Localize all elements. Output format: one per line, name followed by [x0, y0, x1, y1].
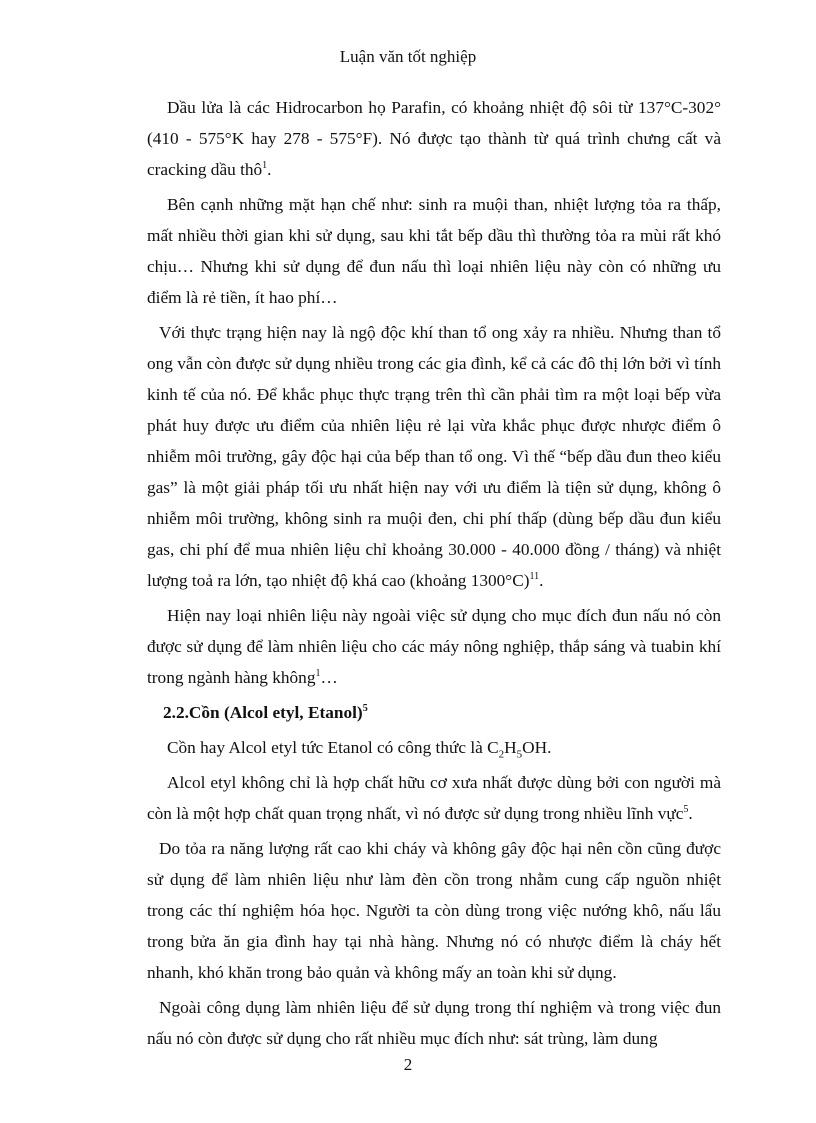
- paragraph-gas-style-stove: [147, 317, 721, 596]
- footnote-ref: 5: [683, 804, 689, 816]
- formula-tail: OH.: [522, 738, 552, 757]
- footnote-ref: 11: [529, 571, 540, 583]
- page-number: 2: [403, 1055, 413, 1074]
- document-body: [147, 92, 721, 1058]
- paragraph-tail: .: [267, 160, 272, 179]
- paragraph-alcohol-other-uses: [147, 992, 721, 1054]
- paragraph-alcohol-fuel: [147, 833, 721, 988]
- section-heading: [163, 697, 721, 728]
- paragraph-text: Do tỏa ra năng lượng rất cao khi cháy và không gây độc hại nên cồn cũng được sử dụng để làm nhiên liệu như làm đèn cồn trong nhằm cung cấp nguồn nhiệt trong các thí nghiệm hóa học. Người ta còn dùng trong việc nướng khô, nấu lẩu trong bửa ăn gia đình hay tại nhà hàng. Nhưng nó có nhược điểm là cháy hết nhanh, khó khăn trong bảo quản và không mấy an toàn khi sử dụng.: [147, 839, 721, 982]
- paragraph-text: Hiện nay loại nhiên liệu này ngoài việc sử dụng cho mục đích đun nấu nó còn được sử dụng để làm nhiên liệu cho các máy nông nghiệp, thắp sáng và tuabin khí trong ngành hàng không: [147, 606, 721, 687]
- heading-text: 2.2.Cồn (Alcol etyl, Etanol): [163, 703, 363, 722]
- formula-text: Cồn hay Alcol etyl tức Etanol có công thức là C: [167, 738, 499, 757]
- paragraph-tail: .: [539, 571, 544, 590]
- formula-mid: H: [504, 738, 517, 757]
- paragraph-kerosene-uses: [147, 600, 721, 693]
- paragraph-tail: …: [320, 668, 338, 687]
- paragraph-text: Ngoài công dụng làm nhiên liệu để sử dụng trong thí nghiệm và trong việc đun nấu nó còn được sử dụng cho rất nhiều mục đích như: sát trùng, làm dung: [147, 998, 721, 1048]
- paragraph-kerosene-definition: [147, 92, 721, 185]
- footnote-ref: 5: [362, 703, 368, 715]
- footnote-ref: 1: [262, 160, 268, 172]
- paragraph-text: Bên cạnh những mặt hạn chế như: sinh ra muội than, nhiệt lượng tỏa ra thấp, mất nhiều thời gian khi sử dụng, sau khi tắt bếp dầu thì thường tỏa ra mùi rất khó chịu… Nhưng khi sử dụng để đun nấu thì loại nhiên liệu này còn có những ưu điểm là rẻ tiền, ít hao phí…: [147, 195, 721, 307]
- formula-subscript: 2: [498, 748, 505, 761]
- page-header: Luận văn tốt nghiệp: [339, 47, 477, 66]
- footnote-ref: 1: [315, 668, 321, 680]
- paragraph-text: Với thực trạng hiện nay là ngộ độc khí than tổ ong xảy ra nhiều. Nhưng than tổ ong vẫn còn được sử dụng nhiều trong các gia đình, kể cả các đô thị lớn bởi vì tính kinh tế của nó. Để khắc phục thực trạng trên thì cần phải tìm ra một loại bếp vừa phát huy được ưu điểm của nhiên liệu rẻ lại vừa khắc phục được nhược điểm ô nhiễm môi trường, gây độc hại của bếp than tổ ong. Vì thế “bếp dầu đun theo kiểu gas” là một giải pháp tối ưu nhất hiện nay với ưu điểm là tiện sử dụng, không ô nhiễm môi trường, không sinh ra muội đen, chi phí thấp (dùng bếp dầu đun kiểu gas, chi phí để mua nhiên liệu chỉ khoảng 30.000 - 40.000 đồng / tháng) và nhiệt lượng toả ra lớn, tạo nhiệt độ khá cao (khoảng 1300°C): [147, 323, 721, 590]
- formula-subscript: 5: [516, 748, 523, 761]
- paragraph-alcohol-importance: [147, 767, 721, 829]
- paragraph-formula: [147, 732, 721, 763]
- paragraph-kerosene-drawbacks: [147, 189, 721, 313]
- paragraph-tail: .: [688, 804, 693, 823]
- paragraph-text: Alcol etyl không chỉ là hợp chất hữu cơ xưa nhất được dùng bởi con người mà còn là một hợp chất quan trọng nhất, vì nó được sử dụng trong nhiều lĩnh vực: [147, 773, 721, 823]
- paragraph-text: Dầu lửa là các Hidrocarbon họ Parafin, có khoảng nhiệt độ sôi từ 137°C-302° (410 - 575°K hay 278 - 575°F). Nó được tạo thành từ quá trình chưng cất và cracking dầu thô: [147, 98, 721, 179]
